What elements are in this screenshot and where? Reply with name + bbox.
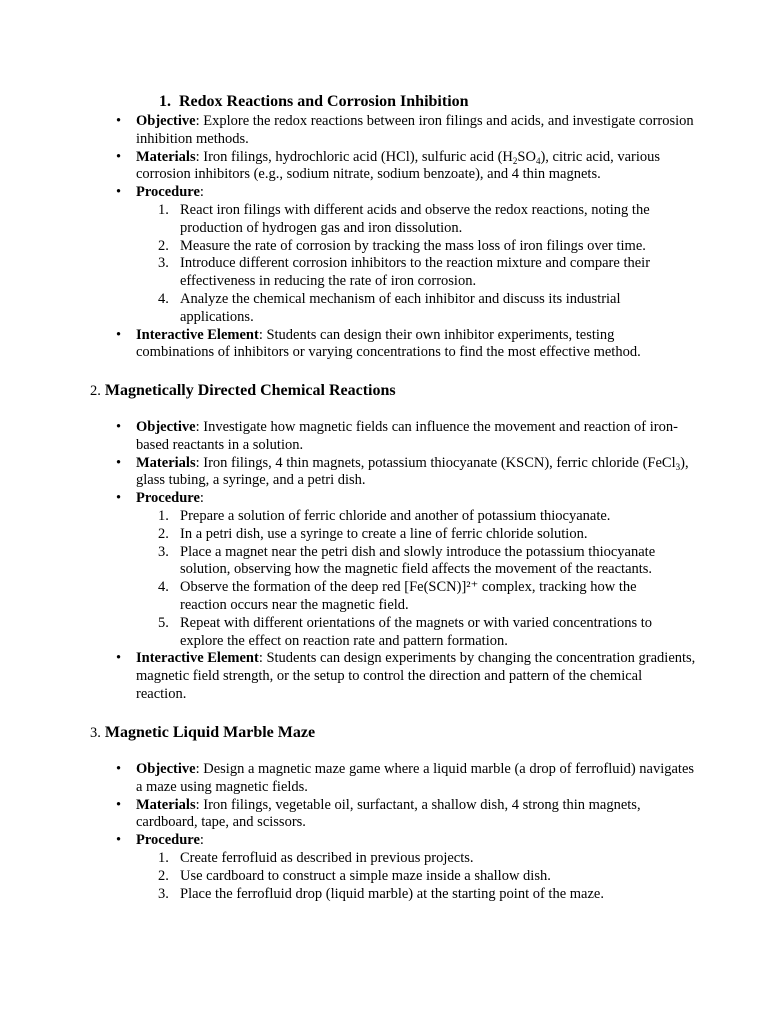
list-item-materials: • Materials: Iron filings, hydrochloric acid (HCl), sulfuric acid $(H_2SO_4)$, citric acid, various corrosion inhibitors (e.g., sodium nitrate, sodium benzoate), and 4 thin magnets.: [136, 149, 696, 185]
section-3-list: [136, 761, 696, 903]
step-item: 3. Introduce different corrosion inhibitors to the reaction mixture and compare their effectiveness in reducing the rate of iron corrosion.: [158, 255, 651, 290]
list-item-objective: • Objective: Investigate how magnetic fields can influence the movement and reaction of iron-based reactants in a solution.: [136, 419, 696, 455]
section-2-list: [136, 419, 696, 704]
step-item: 2. In a petri dish, use a syringe to create a line of ferric chloride solution.: [158, 525, 588, 542]
section-3-heading: 3. Magnetic Liquid Marble Maze: [90, 724, 316, 741]
procedure-steps: [158, 507, 680, 650]
procedure-steps: [158, 201, 680, 327]
step-item: 4. Analyze the chemical mechanism of each inhibitor and discuss its industrial applications.: [158, 290, 621, 325]
list-item-interactive: • Interactive Element: Students can design their own inhibitor experiments, testing combinations of inhibitors or varying concentrations to find the most effective method.: [136, 327, 696, 363]
section-1-heading: 1. Redox Reactions and Corrosion Inhibition: [159, 93, 469, 110]
list-item-materials: • Materials: Iron filings, vegetable oil, surfactant, a shallow dish, 4 strong thin magnets, cardboard, tape, and scissors.: [136, 797, 696, 833]
list-item-objective: • Objective: Explore the redox reactions between iron filings and acids, and investigate corrosion inhibition methods.: [136, 113, 696, 149]
step-item: 2. Measure the rate of corrosion by tracking the mass loss of iron filings over time.: [158, 237, 646, 254]
list-item-materials: • Materials: Iron filings, 4 thin magnets, potassium thiocyanate (KSCN), ferric chloride (FeCl$_3$), glass tubing, a syringe, and a petri dish.: [136, 455, 696, 491]
list-item-interactive: • Interactive Element: Students can design experiments by changing the concentration gradients, magnetic field strength, or the setup to control the direction and pattern of the chemical reaction.: [136, 650, 696, 703]
step-item: 2. Use cardboard to construct a simple maze inside a shallow dish.: [158, 867, 551, 884]
procedure-steps: [158, 849, 680, 903]
step-item: 1. Prepare a solution of ferric chloride and another of potassium thiocyanate.: [158, 507, 611, 524]
list-item-objective: • Objective: Design a magnetic maze game where a liquid marble (a drop of ferrofluid) navigates a maze using magnetic fields.: [136, 761, 696, 797]
step-item: 3. Place a magnet near the petri dish and slowly introduce the potassium thiocyanate solution, observing how the magnetic field affects the movement of the reactants.: [158, 543, 656, 578]
step-item: 4. Observe the formation of the deep red [Fe(SCN)]²⁺ complex, tracking how the reaction occurs near the magnetic field.: [158, 579, 637, 613]
step-item: 5. Repeat with different orientations of the magnets or with varied concentrations to explore the effect on reaction rate and pattern formation.: [158, 614, 653, 649]
list-item-procedure: • Procedure: 1. Prepare a solution of ferric chloride and another of potassium thiocyanate. 2. In a petri dish, use a syringe to create a line of ferric chloride solution. 3. Place a magnet near the petri dish and slowly introduce the potassium thiocyanate solution, observing how the magnetic field affects the movement of the reactants. 4. Observe the formation of the deep red [Fe(SCN)]²⁺ complex, tracking how the reaction occurs near the magnetic field. 5. Repeat with different orientations of the magnets or with varied concentrations to explore the effect on reaction rate and pattern formation.: [136, 490, 696, 650]
step-item: 3. Place the ferrofluid drop (liquid marble) at the starting point of the maze.: [158, 885, 604, 902]
list-item-procedure: • Procedure: 1. Create ferrofluid as described in previous projects. 2. Use cardboard to construct a simple maze inside a shallow dish. 3. Place the ferrofluid drop (liquid marble) at the starting point of the maze.: [136, 832, 696, 903]
step-item: 1. React iron filings with different acids and observe the redox reactions, noting the production of hydrogen gas and iron dissolution.: [158, 201, 650, 236]
list-item-procedure: • Procedure: 1. React iron filings with different acids and observe the redox reactions, noting the production of hydrogen gas and iron dissolution. 2. Measure the rate of corrosion by tracking the mass loss of iron filings over time. 3. Introduce different corrosion inhibitors to the reaction mixture and compare their effectiveness in reducing the rate of iron corrosion. 4. Analyze the chemical mechanism of each inhibitor and discuss its industrial applications.: [136, 184, 696, 326]
step-item: 1. Create ferrofluid as described in previous projects.: [158, 849, 474, 866]
section-2-heading: 2. Magnetically Directed Chemical Reactions: [90, 382, 396, 399]
section-1-list: [136, 113, 696, 362]
